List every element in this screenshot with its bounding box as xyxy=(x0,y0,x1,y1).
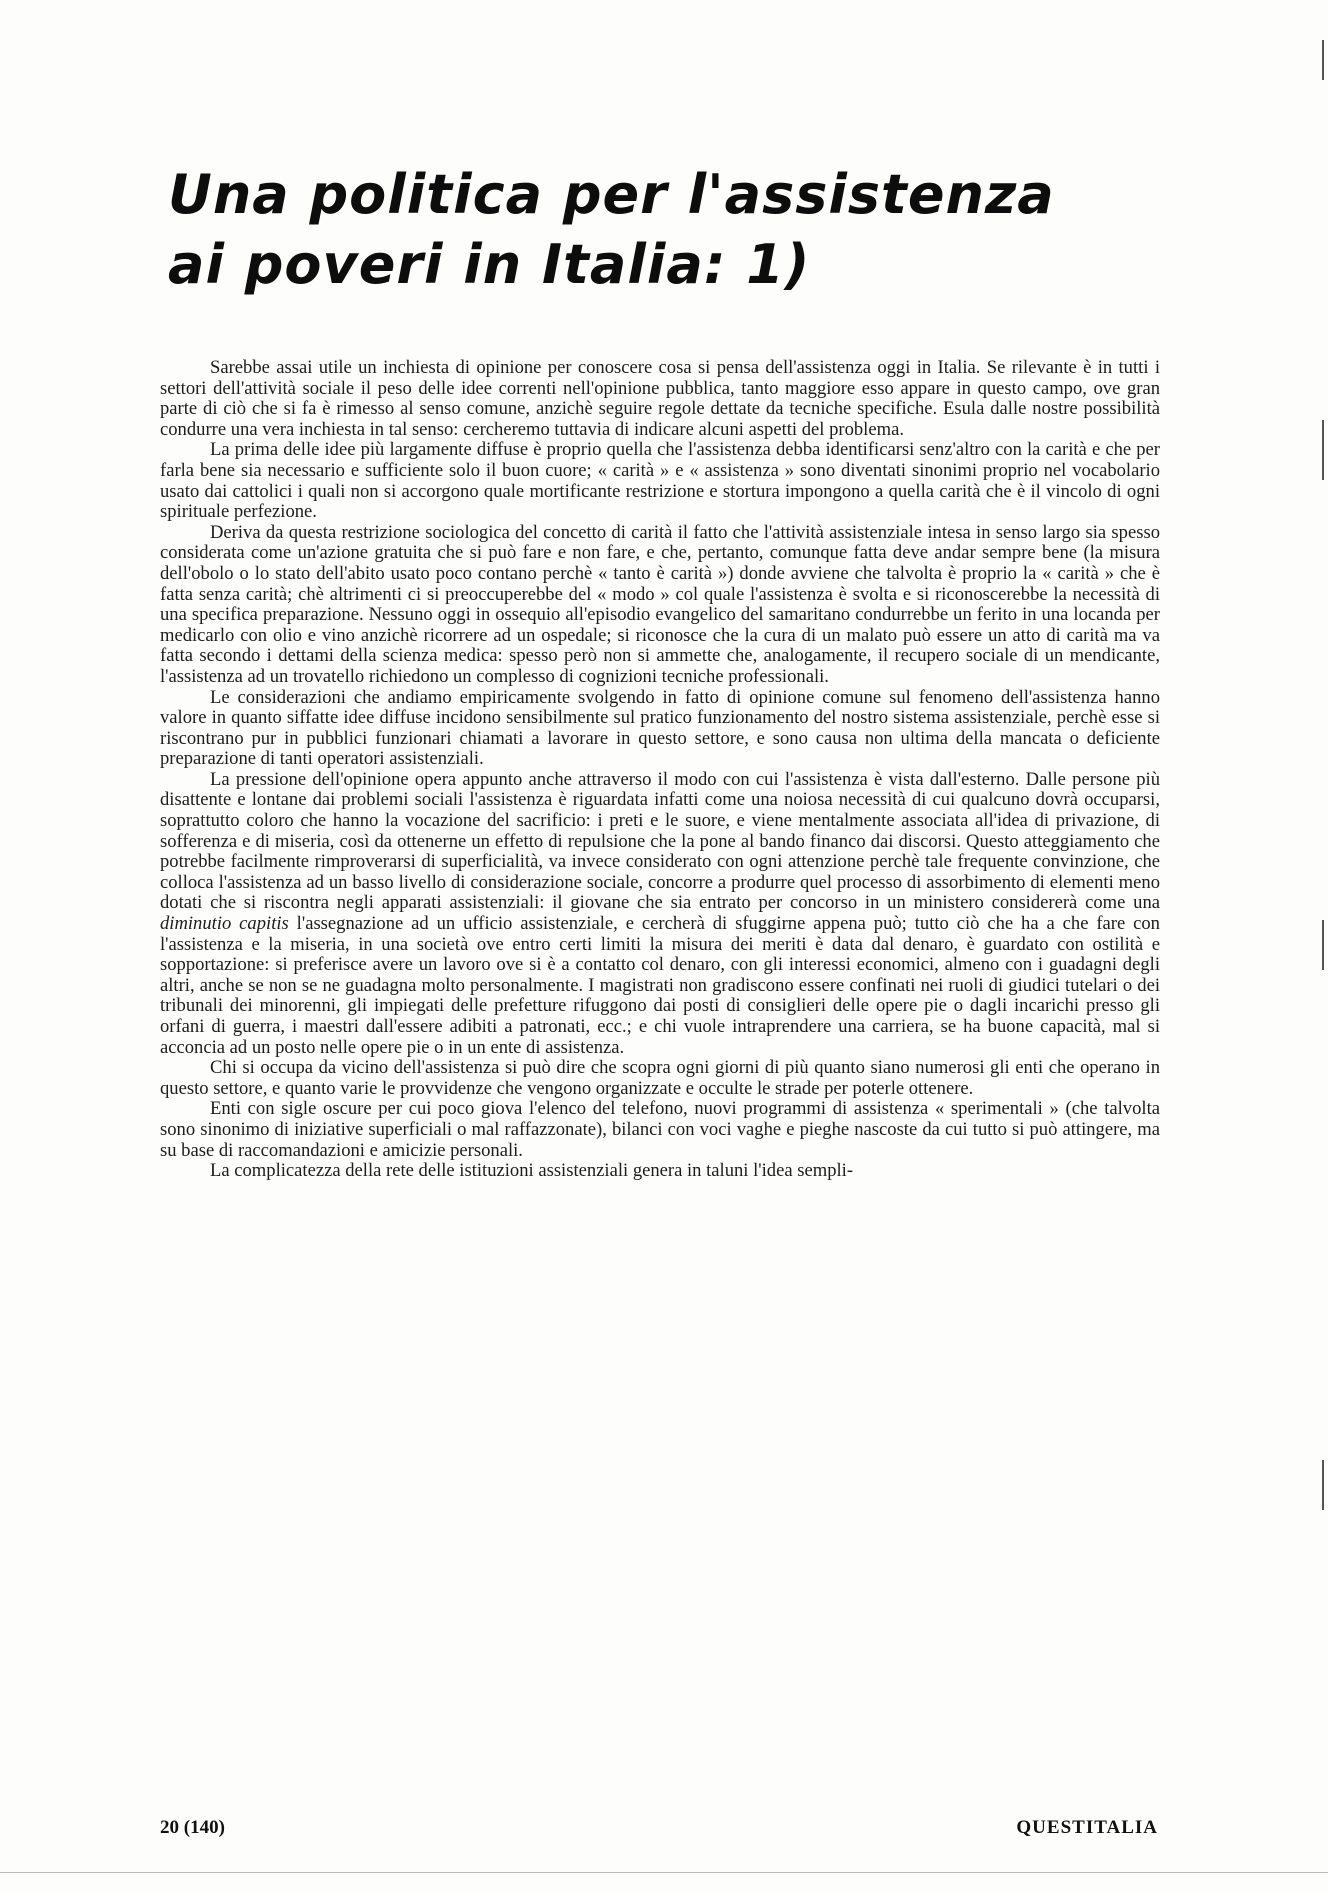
title-line-2: ai poveri in Italia: 1) xyxy=(168,233,811,296)
article-body xyxy=(160,358,1160,1182)
paragraph-3: Deriva da questa restrizione sociologica del concetto di carità il fatto che l'attività assistenziale intesa in senso largo sia spesso considerata come un'azione gratuita che si può fare e non fare, e che, pertanto, comunque fatta deve andar sempre bene (la misura dell'obolo o lo stato dell'abito usato poco contano perchè « tanto è carità ») donde avviene che talvolta è proprio la « carità » che è fatta senza carità; chè altrimenti ci si preoccuperebbe del « modo » col quale l'assistenza è svolta e si riconoscerebbe la necessità di una specifica preparazione. Nessuno oggi in ossequio all'episodio evangelico del samaritano condurrebbe un ferito in una locanda per medicarlo con olio e vino anzichè ricorrere ad un ospedale; si riconosce che la cura di un malato può essere un atto di carità ma va fatta secondo i dettami della scienza medica: spesso però non si ammette che, analogamente, il recupero sociale di un mendicante, l'assistenza ad un trovatello richiedono un complesso di cognizioni tecniche professionali. xyxy=(160,521,1160,687)
paragraph-4: Le considerazioni che andiamo empiricamente svolgendo in fatto di opinione comune sul fenomeno dell'assistenza hanno valore in quanto siffatte idee diffuse incidono sensibilmente sul pratico funzionamento del nostro sistema assistenziale, perchè esse si riscontrano pur in pubblici funzionari chiamati a lavorare in questo settore, e sono causa non ultima della mancata o deficiente preparazione di tanti operatori assistenziali. xyxy=(160,686,1160,770)
journal-name: QUESTITALIA xyxy=(1016,1817,1158,1838)
article-title xyxy=(168,160,1208,300)
italic-phrase: diminutio capitis xyxy=(160,913,289,935)
scan-edge-mark xyxy=(1322,40,1324,80)
scan-edge-mark xyxy=(1322,920,1324,970)
scan-bottom-rule xyxy=(0,1872,1328,1873)
paragraph-2: La prima delle idee più largamente diffuse è proprio quella che l'assistenza debba identificarsi senz'altro con la carità e che per farla bene sia necessario e sufficiente solo il buon cuore; « carità » e « assistenza » sono diventati sinonimi proprio nel vocabolario usato dai cattolici i quali non si accorgono quale mortificante restrizione e stortura impongono a quella carità che è il vincolo di ogni spirituale perfezione. xyxy=(160,439,1160,523)
title-line-1: Una politica per l'assistenza xyxy=(168,163,1055,226)
paragraph-5-continuation: l'assegnazione ad un ufficio assistenziale, e cercherà di sfuggirne appena può; tutto ciò che ha a che fare con l'assistenza e la miseria, in una società ove entro certi limiti la misura dei meriti è data dal denaro, è guardato con ostilità e sopportazione: si preferisce avere un lavoro ove si è a contatto col denaro, con gli interessi economici, almeno con i guadagni degli altri, anche se non se ne guadagna molto personalmente. I magistrati non gradiscono essere confinati nei ruoli di giudici tutelari o dei tribunali dei minorenni, gli impiegati delle prefetture rifuggono dai posti di consiglieri delle opere pie o dagli incarichi presso gli orfani di guerra, i maestri dall'essere adibiti a patronati, ecc.; e chi vuole intraprendere una carriera, se ha buone capacità, mal si acconcia ad un posto nelle opere pie o in un ente di assistenza. xyxy=(160,913,1160,1058)
paragraph-5 xyxy=(160,770,1160,1058)
page-number: 20 (140) xyxy=(160,1817,225,1838)
paragraph-6: Chi si occupa da vicino dell'assistenza si può dire che scopra ogni giorni di più quanto siano numerosi gli enti che operano in questo settore, e quanto varie le provvidenze che vengono organizzate e occulte le strade per poterle ottenere. xyxy=(160,1057,1160,1099)
paragraph-8: La complicatezza della rete delle istituzioni assistenziali genera in taluni l'idea sempli- xyxy=(210,1160,854,1182)
scan-edge-mark xyxy=(1322,1460,1324,1510)
paragraph-7: Enti con sigle oscure per cui poco giova l'elenco del telefono, nuovi programmi di assistenza « sperimentali » (che talvolta sono sinonimo di iniziative superficiali o mal raffazzonate), bilanci con voci vaghe e pieghe nascoste da cui tutto si può attingere, ma su base di raccomandazioni e amicizie personali. xyxy=(160,1098,1160,1161)
paragraph-1: Sarebbe assai utile un inchiesta di opinione per conoscere cosa si pensa dell'assistenza oggi in Italia. Se rilevante è in tutti i settori dell'attività sociale il peso delle idee correnti nell'opinione pubblica, tanto maggiore esso appare in questo campo, ove gran parte di ciò che si fa è rimesso al senso comune, anzichè seguire regole dettate da tecniche specifiche. Esula dalle nostre possibilità condurre una vera inchiesta in tal senso: cercheremo tuttavia di indicare alcuni aspetti del problema. xyxy=(160,357,1160,440)
scan-edge-mark xyxy=(1322,420,1324,480)
paragraph-5-text: La pressione dell'opinione opera appunto anche attraverso il modo con cui l'assistenza è vista dall'esterno. Dalle persone più disattente e lontane dai problemi sociali l'assistenza è riguardata infatti come una noiosa necessità di cui qualcuno dovrà occuparsi, soprattutto coloro che hanno la vocazione del sacrificio: i preti e le suore, e viene mentalmente associata all'idea di privazione, di sofferenza e di miseria, così da ottenerne un effetto di repulsione che la pone al bando financo dai discorsi. Questo atteggiamento che potrebbe facilmente rimproverarsi di superficialità, va invece considerato con ogni attenzione perchè tale frequente convinzione, che colloca l'assistenza ad un basso livello di considerazione sociale, concorre a produrre quel processo di assorbimento di elementi meno dotati che si riscontra negli apparati assistenziali: il giovane che sia entrato per concorso in un ministero considererà come una xyxy=(160,768,1160,914)
